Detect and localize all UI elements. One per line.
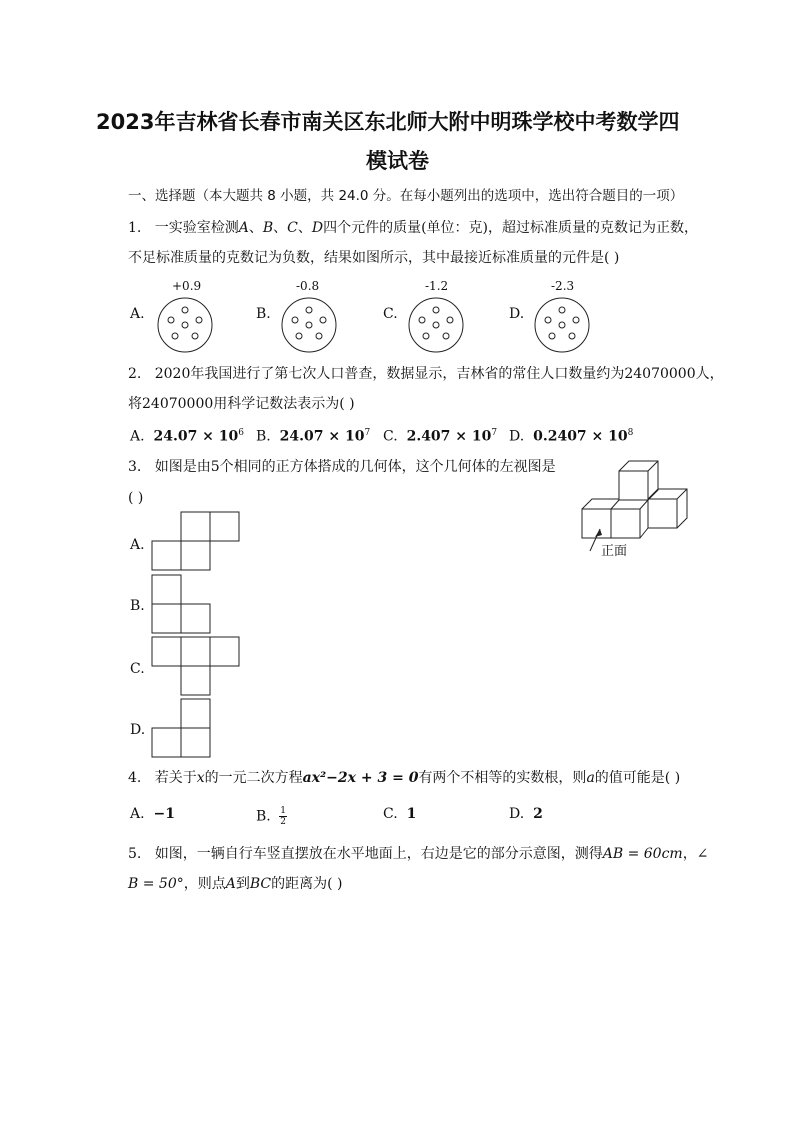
var-b: B bbox=[262, 220, 274, 236]
q4-option-d[interactable] bbox=[509, 806, 543, 822]
segment-bc: BC bbox=[249, 876, 272, 892]
option-value: 1 bbox=[406, 806, 417, 822]
var-a: A bbox=[238, 220, 249, 236]
question-number: 5. bbox=[128, 846, 142, 862]
question-4-line1 bbox=[128, 768, 680, 788]
q5-measure: AB = 60cm bbox=[602, 846, 683, 862]
q1-text: 一实验室检测 bbox=[154, 220, 239, 236]
option-value: 2.407 × 10 bbox=[406, 428, 492, 445]
q2-option-d[interactable] bbox=[509, 428, 633, 445]
q1-option-b-letter[interactable]: B. bbox=[256, 306, 271, 322]
q4-text: 的一元二次方程 bbox=[204, 770, 303, 786]
question-2-line2: 将24070000用科学记数法表示为( ) bbox=[128, 396, 355, 412]
var-d: D bbox=[311, 220, 324, 236]
option-value: 2 bbox=[533, 806, 543, 822]
option-exponent: 7 bbox=[491, 428, 498, 438]
option-value: 24.07 × 10 bbox=[153, 428, 239, 445]
option-exponent: 6 bbox=[238, 428, 245, 438]
q3-option-c-figure bbox=[152, 637, 242, 697]
question-number: 1. bbox=[128, 220, 142, 236]
q5-text: 如图，一辆自行车竖直摆放在水平地面上，右边是它的部分示意图，测得 bbox=[154, 846, 603, 862]
option-value: −1 bbox=[153, 806, 175, 822]
fraction bbox=[279, 806, 287, 827]
question-3-line1 bbox=[128, 457, 556, 477]
q3-text: 如图是由5个相同的正方体搭成的几何体，这个几何体的左视图是 bbox=[154, 459, 556, 475]
q3-option-b-figure bbox=[152, 575, 242, 635]
question-number: 4. bbox=[128, 770, 142, 786]
component-disc-icon bbox=[532, 295, 592, 355]
q4-option-b[interactable] bbox=[256, 806, 287, 827]
q5-text: ，∠ bbox=[682, 846, 709, 862]
q4-option-c[interactable] bbox=[383, 806, 416, 822]
question-number: 3. bbox=[128, 459, 142, 475]
q5-text: 到 bbox=[235, 876, 250, 892]
sep: 、 bbox=[248, 220, 263, 236]
var-x: x bbox=[196, 770, 205, 786]
q3-option-b-letter[interactable]: B. bbox=[130, 598, 145, 614]
q3-option-c-letter[interactable]: C. bbox=[130, 661, 145, 677]
var-c: C bbox=[287, 220, 298, 236]
question-1-line1 bbox=[128, 218, 698, 238]
front-label: 正面 bbox=[601, 544, 628, 559]
q2-option-a[interactable] bbox=[130, 428, 244, 445]
q4-text: 有两个不相等的实数根，则 bbox=[418, 770, 587, 786]
question-5-line1 bbox=[128, 844, 708, 864]
question-2-line1 bbox=[128, 364, 724, 384]
q1-option-a-letter[interactable]: A. bbox=[130, 306, 145, 322]
q3-option-d-letter[interactable]: D. bbox=[130, 722, 146, 738]
component-disc-icon bbox=[406, 295, 466, 355]
fraction-numerator: 1 bbox=[280, 806, 286, 816]
option-letter: A. bbox=[130, 428, 145, 445]
q1-option-a-value: +0.9 bbox=[172, 279, 202, 293]
question-1-line2: 不足标准质量的克数记为负数，结果如图所示，其中最接近标准质量的元件是( ) bbox=[128, 250, 620, 266]
q2-option-c[interactable] bbox=[383, 428, 497, 445]
option-letter: B. bbox=[256, 428, 271, 445]
option-letter: D. bbox=[509, 806, 525, 822]
sep: 、 bbox=[273, 220, 288, 236]
q4-option-a[interactable] bbox=[130, 806, 175, 822]
point-a: A bbox=[225, 876, 236, 892]
sep: 、 bbox=[297, 220, 312, 236]
question-number: 2. bbox=[128, 366, 142, 382]
section-heading: 一、选择题（本大题共 8 小题，共 24.0 分。在每小题列出的选项中，选出符合题目的一项） bbox=[128, 188, 684, 204]
q3-option-a-figure bbox=[152, 512, 242, 572]
q2-option-b[interactable] bbox=[256, 428, 370, 445]
q4-equation: ax²−2x + 3 = 0 bbox=[302, 770, 419, 786]
option-exponent: 7 bbox=[364, 428, 371, 438]
question-5-line2 bbox=[128, 874, 343, 894]
question-3-line2: ( ) bbox=[128, 490, 144, 506]
option-letter: A. bbox=[130, 806, 145, 822]
q1-text: 四个元件的质量(单位：克)，超过标准质量的克数记为正数， bbox=[323, 220, 699, 236]
component-disc-icon bbox=[279, 295, 339, 355]
q5-angle: B = 50° bbox=[128, 876, 184, 892]
option-letter: D. bbox=[509, 428, 525, 445]
page-title-line2: 模试卷 bbox=[366, 149, 429, 173]
option-exponent: 8 bbox=[627, 428, 634, 438]
q3-option-d-figure bbox=[152, 699, 242, 759]
q2-text: 2020年我国进行了第七次人口普查，数据显示，吉林省的常住人口数量约为24070000人， bbox=[154, 366, 724, 382]
q5-text: ，则点 bbox=[183, 876, 226, 892]
option-letter: B. bbox=[256, 808, 271, 825]
option-value: 24.07 × 10 bbox=[279, 428, 365, 445]
q1-option-c-letter[interactable]: C. bbox=[383, 306, 398, 322]
q4-text: 的值可能是( ) bbox=[594, 770, 681, 786]
option-letter: C. bbox=[383, 806, 398, 822]
q4-text: 若关于 bbox=[154, 770, 197, 786]
q1-option-d-value: -2.3 bbox=[551, 279, 575, 293]
var-a: a bbox=[586, 770, 595, 786]
q1-option-d-letter[interactable]: D. bbox=[509, 306, 525, 322]
page-title-line1: 2023年吉林省长春市南关区东北师大附中明珠学校中考数学四 bbox=[96, 110, 680, 134]
q1-option-b-value: -0.8 bbox=[296, 279, 320, 293]
option-value: 0.2407 × 10 bbox=[533, 428, 628, 445]
component-disc-icon bbox=[155, 295, 215, 355]
fraction-denominator: 2 bbox=[280, 817, 286, 827]
q1-option-c-value: -1.2 bbox=[425, 279, 449, 293]
q5-text: 的距离为( ) bbox=[271, 876, 343, 892]
q3-option-a-letter[interactable]: A. bbox=[130, 537, 145, 553]
cube-solid-figure bbox=[578, 455, 698, 555]
option-letter: C. bbox=[383, 428, 398, 445]
